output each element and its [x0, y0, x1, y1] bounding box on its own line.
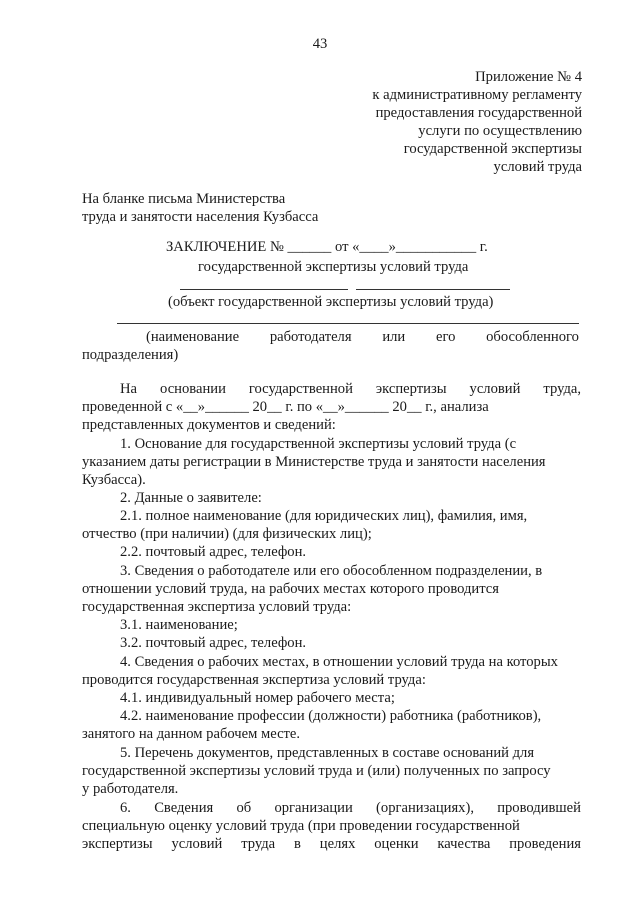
intro-word: условий — [469, 381, 521, 397]
object-caption: (объект государственной экспертизы условий труда) — [168, 294, 494, 310]
item-1-row-1: 1. Основание для государственной экспертизы условий труда (с — [120, 436, 517, 452]
item-3-row-3: государственная экспертиза условий труда: — [82, 599, 352, 615]
item-6-word: оценки — [374, 836, 419, 852]
employer-caption-word: или — [382, 329, 406, 345]
employer-caption-word: обособленного — [486, 329, 579, 345]
item-5-row-1: 5. Перечень документов, представленных в составе оснований для — [120, 745, 535, 761]
item-4-1: 4.1. индивидуальный номер рабочего места; — [120, 690, 395, 706]
intro-word: труда, — [543, 381, 581, 397]
item-6-word: 6. — [120, 800, 131, 816]
item-6-word: организации — [274, 800, 353, 816]
item-6-word: труда — [241, 836, 276, 852]
appendix-line-4: услуги по осуществлению — [418, 123, 582, 139]
conclusion-title: ЗАКЛЮЧЕНИЕ № ______ от «____»___________ г. — [166, 239, 488, 255]
item-6-row-2: специальную оценку условий труда (при проведении государственной — [82, 818, 520, 834]
intro-word: На — [120, 381, 138, 397]
item-4-row-1: 4. Сведения о рабочих местах, в отношении условий труда на которых — [120, 654, 558, 670]
item-2-1-row-2: отчество (при наличии) (для физических лиц); — [82, 526, 372, 542]
item-2-2: 2.2. почтовый адрес, телефон. — [120, 544, 307, 560]
item-4-2-row-2: занятого на данном рабочем месте. — [82, 726, 301, 742]
letterhead-note-line-1: На бланке письма Министерства — [82, 191, 286, 207]
item-3-1: 3.1. наименование; — [120, 617, 238, 633]
item-6-row-3 — [82, 837, 581, 852]
appendix-line-2: к административному регламенту — [372, 87, 582, 103]
item-6-row-1 — [120, 801, 581, 816]
page-number: 43 — [312, 36, 328, 52]
item-6-word: условий — [171, 836, 223, 852]
intro-word: основании — [160, 381, 226, 397]
item-6-word: в — [294, 836, 301, 852]
item-2-1-row-1: 2.1. полное наименование (для юридических лиц), фамилия, имя, — [120, 508, 528, 524]
item-3-2: 3.2. почтовый адрес, телефон. — [120, 635, 307, 651]
item-2: 2. Данные о заявителе: — [120, 490, 262, 506]
item-1-row-3: Кузбасса). — [82, 472, 146, 488]
item-4-row-2: проводится государственная экспертиза условий труда: — [82, 672, 426, 688]
letterhead-note-line-2: труда и занятости населения Кузбасса — [82, 209, 319, 225]
appendix-line-5: государственной экспертизы — [403, 141, 582, 157]
item-6-word: качества — [437, 836, 491, 852]
item-6-word: проводившей — [497, 800, 581, 816]
appendix-line-1: Приложение № 4 — [475, 69, 582, 85]
employer-caption-row — [146, 330, 579, 345]
item-6-word: целях — [319, 836, 356, 852]
intro-row-2: проведенной с «__»______ 20__ г. по «__»______ 20__ г., анализа — [82, 399, 489, 415]
object-blank-line-right — [356, 289, 510, 290]
employer-caption-line-2: подразделения) — [82, 347, 179, 363]
item-3-row-2: отношении условий труда, на рабочих местах которого проводится — [82, 581, 499, 597]
item-4-2-row-1: 4.2. наименование профессии (должности) работника (работников), — [120, 708, 542, 724]
intro-word: экспертизы — [375, 381, 447, 397]
item-1-row-2: указанием даты регистрации в Министерстве труда и занятости населения — [82, 454, 546, 470]
item-6-word: экспертизы — [82, 836, 153, 852]
object-blank-line-left — [180, 289, 348, 290]
intro-row-1 — [120, 382, 581, 397]
item-5-row-2: государственной экспертизы условий труда и (или) полученных по запросу — [82, 763, 551, 779]
appendix-line-6: условий труда — [493, 159, 582, 175]
item-5-row-3: у работодателя. — [82, 781, 179, 797]
item-6-word: об — [236, 800, 252, 816]
intro-word: государственной — [248, 381, 353, 397]
employer-blank-line — [117, 323, 579, 324]
employer-caption-word: (наименование — [146, 329, 240, 345]
appendix-line-3: предоставления государственной — [375, 105, 582, 121]
item-6-word: (организациях), — [376, 800, 474, 816]
item-3-row-1: 3. Сведения о работодателе или его обособленном подразделении, в — [120, 563, 543, 579]
item-6-word: Сведения — [154, 800, 214, 816]
item-6-word: проведения — [509, 836, 581, 852]
employer-caption-word: работодателя — [269, 329, 352, 345]
conclusion-subtitle: государственной экспертизы условий труда — [198, 259, 469, 275]
employer-caption-word: его — [435, 329, 456, 345]
intro-row-3: представленных документов и сведений: — [82, 417, 336, 433]
